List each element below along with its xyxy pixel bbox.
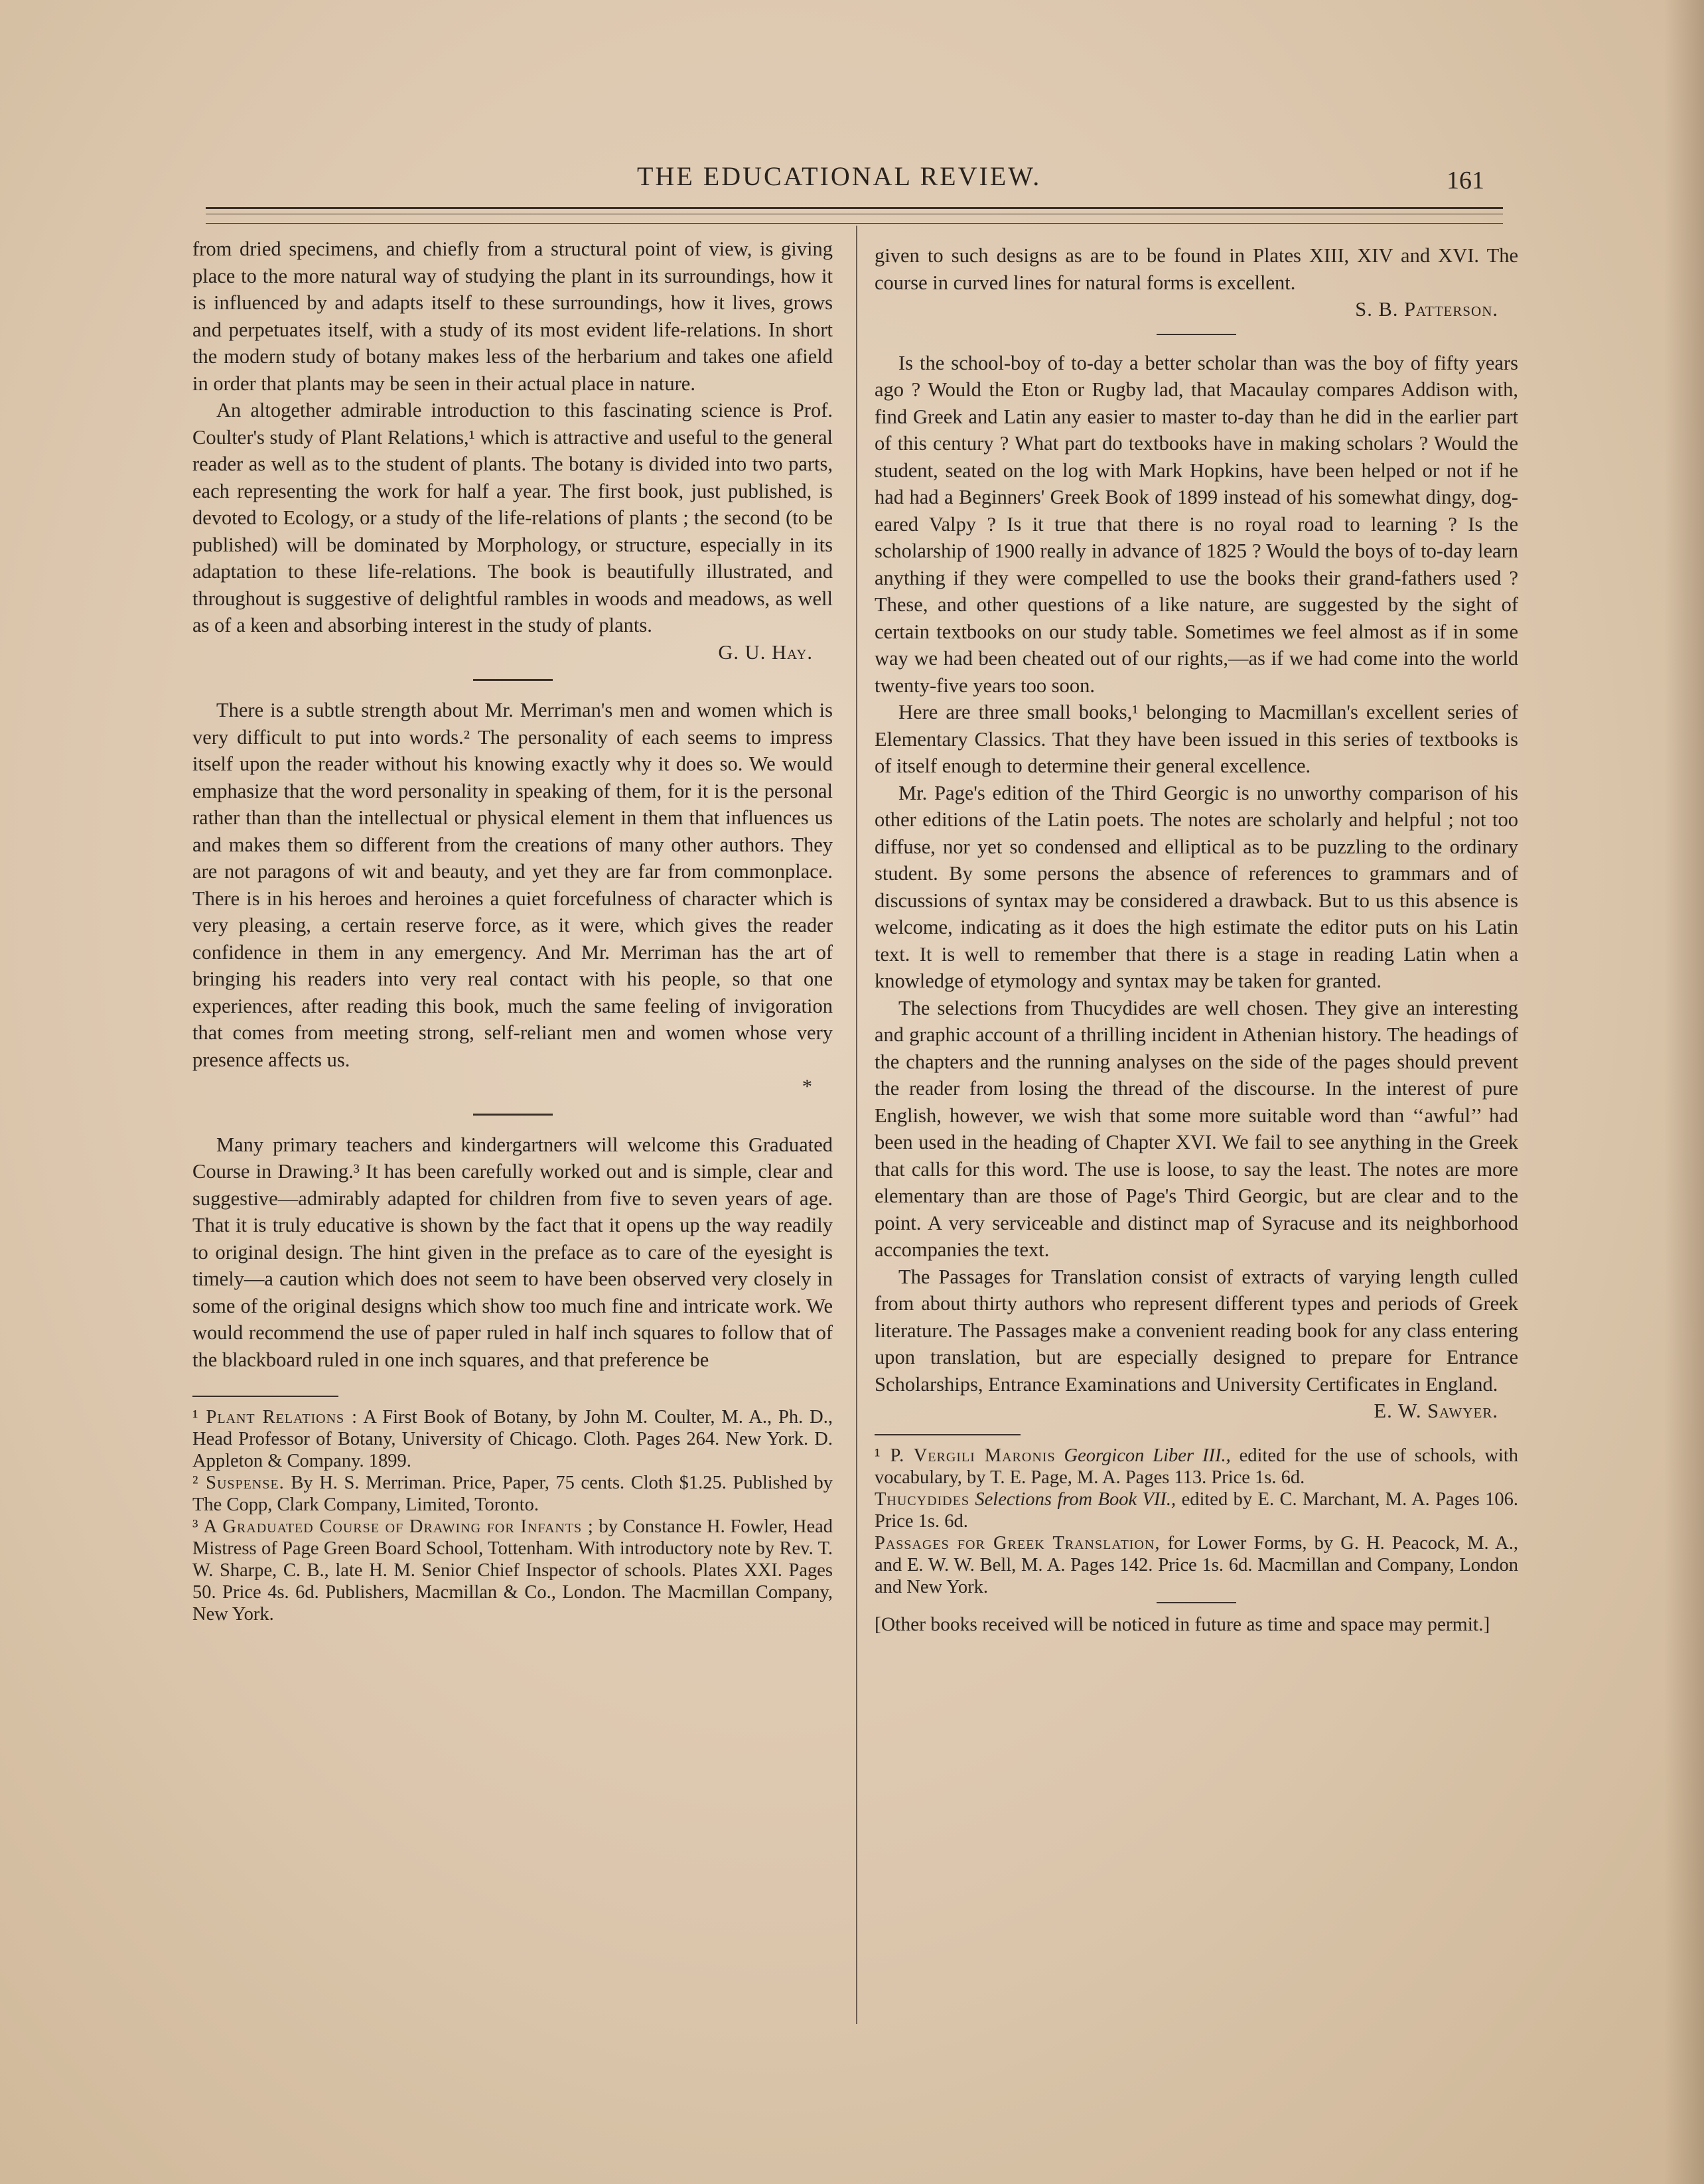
signature-patterson: S. B. Patterson. [1355, 298, 1498, 321]
footnote-passages [875, 1532, 1518, 1598]
footnote-thucydides-body: edited by E. C. Marchant, M. A. Pages 106. Price 1s. 6d. [875, 1489, 1518, 1532]
footnote-passages-body: for Lower Forms, by G. H. Peacock, M. A., and E. W. W. Bell, M. A. Pages 142. Price 1s. 6d. Macmillan and Company, London and New York. [875, 1532, 1518, 1597]
footnote-rule [875, 1434, 1021, 1435]
footnote-passages-title: Passages for Greek Translation, [875, 1532, 1161, 1554]
footnote-2-body: By H. S. Merriman. Price, Paper, 75 cents. Cloth $1.25. Published by The Copp, Clark Company, Limited, Toronto. [192, 1473, 833, 1515]
section-separator [1157, 334, 1236, 335]
section-separator [473, 679, 553, 681]
footnote-2 [192, 1472, 833, 1516]
paragraph-thucydides: The selections from Thucydides are well chosen. They give an interesting and graphic account of a thrilling incident in Athenian history. The headings of the chapters and the running analyses on the side of the pages should prevent the reader from losing the thread of the discourse. In the interest of pure English, however, we wish that some more suitable word than ‘‘awful’’ had been used in the heading of Chapter XVI. We fail to see anything in the Greek that calls for this word. The use is loose, to say the least. The notes are more elementary than are those of Page's Third Georgic, but are clear and to the point. A very serviceable and distinct map of Syracuse and its neighborhood accompanies the text. [875, 996, 1518, 1261]
paragraph-merriman: There is a subtle strength about Mr. Merriman's men and women which is very difficult to put into words.² The personality of each seems to impress itself upon the reader without his knowing exactly why it does so. We would emphasize that the word personality in speaking of them, for it is the personal rather than than the intellectual or physical element in them that influences us and makes them so different from the creations of many other authors. They are not paragons of wit and beauty, and yet they are far from commonplace. There is in his heroes and heroines a quiet forcefulness of character which is very pleasing, a certain reserve force, as it were, which gives the reader confidence in them in any emergency. And Mr. Merriman has the art of bringing his readers into very real contact with his people, so that one experiences, after reading this book, much the same feeling of invigoration that comes from meeting strong, self-reliant men and women whose very presence affects us. [192, 699, 833, 1071]
footnote-1-body: A First Book of Botany, by John M. Coulter, M. A., Ph. D., Head Professor of Botany, University of Chicago. Cloth. Pages 264. New York. D. Appleton & Company. 1899. [192, 1407, 833, 1471]
paragraph-three-books: Here are three small books,¹ belonging to Macmillan's excellent series of Elementary Classics. That they have been issued in this series of textbooks is of itself enough to determine their general excellence. [875, 701, 1518, 777]
section-separator [473, 1114, 553, 1116]
column-divider [856, 226, 857, 2024]
paragraph-georgic: Mr. Page's edition of the Third Georgic is no unworthy comparison of his other editions of the Latin poets. The notes are scholarly and helpful ; not too diffuse, nor yet so condensed and elliptical as to be puzzling to the ordinary student. By some persons the absence of references to grammars and of discussions of syntax may be considered a drawback. But to us this absence is welcome, indicating as it does the high estimate the editor puts on his Latin text. It is well to remember that there is a stage in reading Latin when a knowledge of etymology and syntax may be taken for granted. [875, 781, 1518, 992]
footnote-3-body: by Constance H. Fowler, Head Mistress of Page Green Board School, Tottenham. With introductory note by Rev. T. W. Sharpe, C. B., late H. M. Senior Chief Inspector of schools. Plates XXI. Pages 50. Price 4s. 6d. Publishers, Macmillan & Co., London. The Macmillan Company, New York. [192, 1516, 833, 1625]
footnote-thucydides [875, 1489, 1518, 1532]
paragraph-drawing-course: Many primary teachers and kindergartners will welcome this Graduated Course in Drawing.³ It has been carefully worked out and is simple, clear and suggestive—admirably adapted for children from five to seven years of age. That it is truly educative is shown by the fact that it opens up the way readily to original design. The hint given in the preface as to care of the eyesight is timely—a caution which does not seem to have been observed very closely in some of the original designs which show too much fine and intricate work. We would recommend the use of paper ruled in half inch squares to follow that of the blackboard ruled in one inch squares, and that preference be [192, 1133, 833, 1371]
page-header [199, 159, 1506, 206]
footnote-1-title: ¹ Plant Relations : [192, 1407, 358, 1427]
header-rule-thin-lower [206, 223, 1503, 224]
footnote-2-title: ² Suspense. [192, 1473, 285, 1493]
footnote-3 [192, 1516, 833, 1625]
footnote-rule [192, 1396, 338, 1397]
signature-asterisk: * [802, 1075, 813, 1098]
right-column [875, 242, 1518, 1637]
footnote-1 [192, 1406, 833, 1472]
footnote-vergil-italic: Georgicon Liber III., [1055, 1445, 1231, 1466]
footnote-thucydides-italic: Selections from Book VII., [969, 1489, 1176, 1510]
header-rule [206, 207, 1503, 209]
footnote-thucydides-title: Thucydides [875, 1489, 969, 1510]
footnote-vergil-title: ¹ P. Vergili Maronis [875, 1445, 1056, 1466]
footnote-vergil-body: edited for the use of schools, with vocabulary, by T. E. Page, M. A. Pages 113. Price 1s. 6d. [875, 1445, 1518, 1488]
left-column [192, 236, 833, 1625]
page-edge-shadow [1664, 0, 1704, 2184]
footnote-3-title: ³ A Graduated Course of Drawing for Infants ; [192, 1516, 594, 1537]
paragraph-plates-continued: given to such designs as are to be found in Plates XIII, XIV and XVI. The course in curved lines for natural forms is excellent. [875, 244, 1518, 294]
signature-hay: G. U. Hay. [718, 640, 813, 664]
editorial-note: [Other books received will be noticed in future as time and space may permit.] [875, 1613, 1490, 1635]
page-number: 161 [1447, 167, 1484, 194]
paragraph-botany-continued: from dried specimens, and chiefly from a structural point of view, is giving place to the more natural way of studying the plant in its surroundings, how it is influenced by and adapts itself to these surroundings, how it lives, grows and perpetuates itself, with a study of its most evident life-relations. In short the modern study of botany makes less of the herbarium and takes one afield in order that plants may be seen in their actual place in nature. [192, 238, 833, 395]
section-separator [1157, 1602, 1236, 1603]
running-title: THE EDUCATIONAL REVIEW. [637, 161, 1042, 191]
footnote-vergil [875, 1445, 1518, 1489]
signature-sawyer: E. W. Sawyer. [1374, 1400, 1498, 1422]
paragraph-schoolboy: Is the school-boy of to-day a better scholar than was the boy of fifty years ago ? Would the Eton or Rugby lad, that Macaulay compares Addison with, find Greek and Latin any easier to master to-day than he did in the earlier part of this century ? What part do textbooks have in making scholars ? Would the student, seated on the log with Mark Hopkins, have been helped or not if he had had a Beginners' Greek Book of 1899 instead of his somewhat dingy, dog-eared Valpy ? Is it true that there is no royal road to learning ? Is the scholarship of 1900 really in advance of 1825 ? Would the boys of to-day learn anything if they were compelled to use the books their grand-fathers used ? These, and other questions of a like nature, are suggested by the sight of certain textbooks on our study table. Sometimes we feel almost as if in some way we had been cheated out of our rights,—as if we had come into the world twenty-five years too soon. [875, 351, 1518, 697]
paragraph-plant-relations: An altogether admirable introduction to this fascinating science is Prof. Coulter's study of Plant Relations,¹ which is attractive and useful to the general reader as well as to the student of plants. The botany is divided into two parts, each representing the work for half a year. The first book, just published, is devoted to Ecology, or a study of the life-relations of plants ; the second (to be published) will be dominated by Morphology, or structure, especially in its adaptation to these life-relations. The book is beautifully illustrated, and throughout is suggestive of delightful rambles in woods and meadows, as well as of a keen and absorbing interest in the study of plants. [192, 399, 833, 636]
paragraph-passages: The Passages for Translation consist of extracts of varying length culled from about thirty authors who represent different types and periods of Greek literature. The Passages make a convenient reading book for any class entering upon translation, but are especially designed to prepare for Entrance Scholarships, Entrance Examinations and University Certificates in England. [875, 1265, 1518, 1396]
